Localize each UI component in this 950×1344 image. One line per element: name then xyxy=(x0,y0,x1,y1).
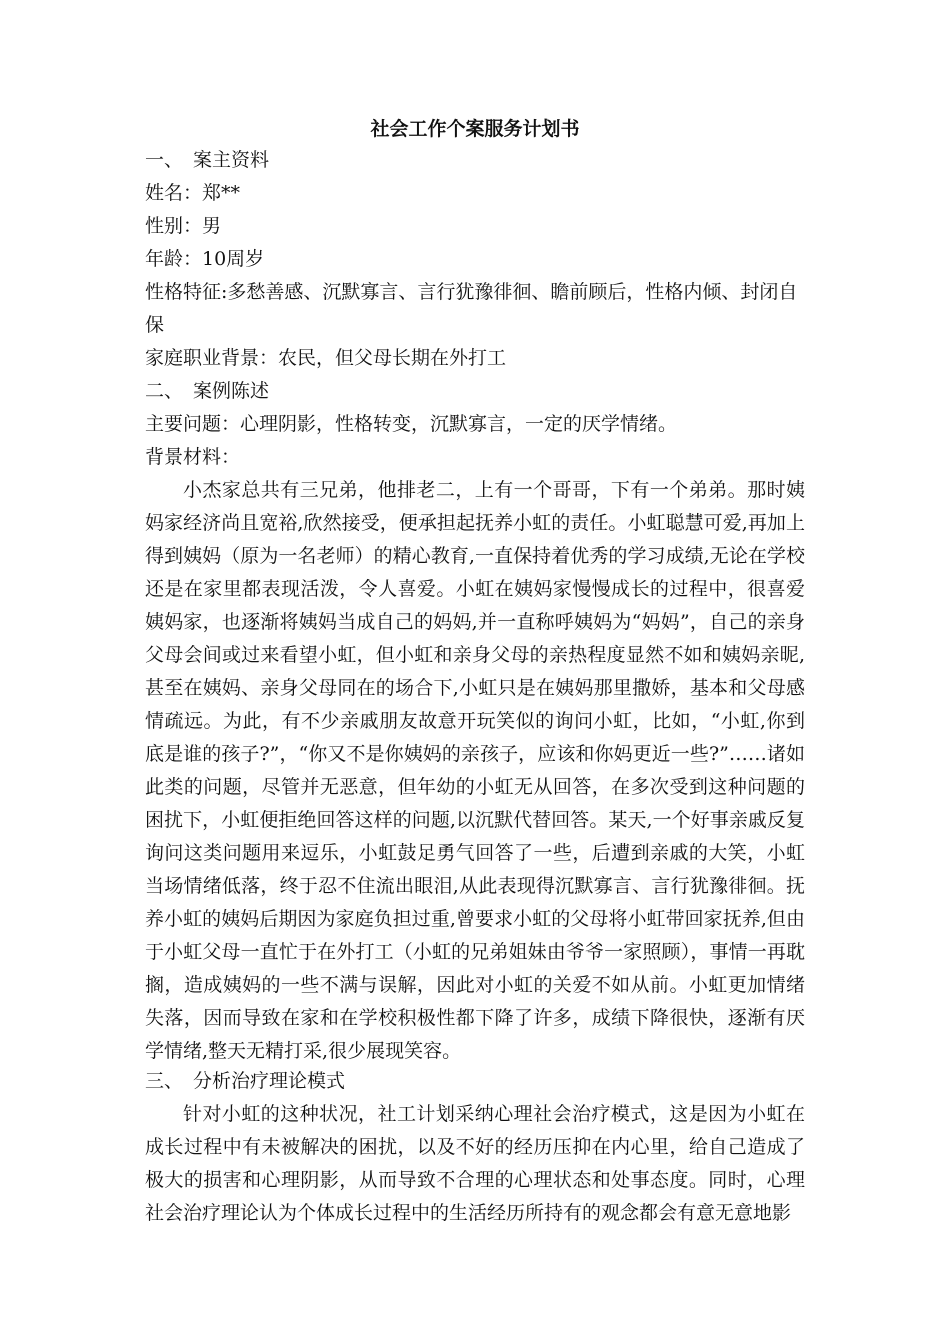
section-number: 三、 xyxy=(145,1070,184,1092)
analysis-paragraph: 针对小虹的这种状况，社工计划采纳心理社会治疗模式，这是因为小虹在成长过程中有未被解决的困扰，以及不好的经历压抑在内心里，给自己造成了极大的损害和心理阴影，从而导致不合理的心理状态和处事态度。同时，心理社会治疗理论认为个体成长过程中的生活经历所持有的观念都会有意无意地影 xyxy=(145,1103,805,1224)
client-personality: 性格特征:多愁善感、沉默寡言、言行犹豫徘徊、瞻前顾后，性格内倾、封闭自 xyxy=(145,281,798,303)
client-gender: 性别：男 xyxy=(145,215,222,237)
section-heading-client-info xyxy=(145,144,269,176)
document-title: 社会工作个案服务计划书 xyxy=(370,118,580,140)
section-title: 案主资料 xyxy=(193,149,270,171)
background-label: 背景材料： xyxy=(145,446,241,468)
section-title: 案例陈述 xyxy=(193,380,270,402)
main-problem: 主要问题：心理阴影，性格转变，沉默寡言，一定的厌学情绪。 xyxy=(145,413,678,435)
client-personality-continued: 保 xyxy=(145,314,165,336)
client-name: 姓名：郑** xyxy=(145,182,241,204)
background-paragraph: 小杰家总共有三兄弟，他排老二，上有一个哥哥，下有一个弟弟。那时姨妈家经济尚且宽裕,欣然接受，便承担起抚养小虹的责任。小虹聪慧可爱,再加上得到姨妈（原为一名老师）的精心教育,一直保持着优秀的学习成绩,无论在学校还是在家里都表现活泼，令人喜爱。小虹在姨妈家慢慢成长的过程中，很喜爱姨妈家，也逐渐将姨妈当成自己的妈妈,并一直称呼姨妈为“妈妈”，自己的亲身父母会间或过来看望小虹，但小虹和亲身父母的亲热程度显然不如和姨妈亲昵,甚至在姨妈、亲身父母同在的场合下,小虹只是在姨妈那里撒娇，基本和父母感情疏远。为此，有不少亲戚朋友故意开玩笑似的询问小虹，比如，“小虹,你到底是谁的孩子?”，“你又不是你姨妈的亲孩子，应该和你妈更近一些?”……诸如此类的问题，尽管并无恶意，但年幼的小虹无从回答，在多次受到这种问题的困扰下，小虹便拒绝回答这样的问题,以沉默代替回答。某天,一个好事亲戚反复询问这类问题用来逗乐，小虹鼓足勇气回答了一些，后遭到亲戚的大笑，小虹当场情绪低落，终于忍不住流出眼泪,从此表现得沉默寡言、言行犹豫徘徊。抚养小虹的姨妈后期因为家庭负担过重,曾要求小虹的父母将小虹带回家抚养,但由于小虹父母一直忙于在外打工（小虹的兄弟姐妹由爷爷一家照顾），事情一再耽搁，造成姨妈的一些不满与误解，因此对小虹的关爱不如从前。小虹更加情绪失落，因而导致在家和在学校积极性都下降了许多，成绩下降很快，逐渐有厌学情绪,整天无精打采,很少展现笑容。 xyxy=(145,479,805,1062)
client-age: 年龄：10周岁 xyxy=(145,248,265,270)
section-number: 一、 xyxy=(145,149,184,171)
family-background: 家庭职业背景：农民，但父母长期在外打工 xyxy=(145,347,507,369)
section-heading-analysis xyxy=(145,1065,345,1097)
section-number: 二、 xyxy=(145,380,184,402)
section-heading-case-description xyxy=(145,375,269,407)
section-title: 分析治疗理论模式 xyxy=(193,1070,346,1092)
